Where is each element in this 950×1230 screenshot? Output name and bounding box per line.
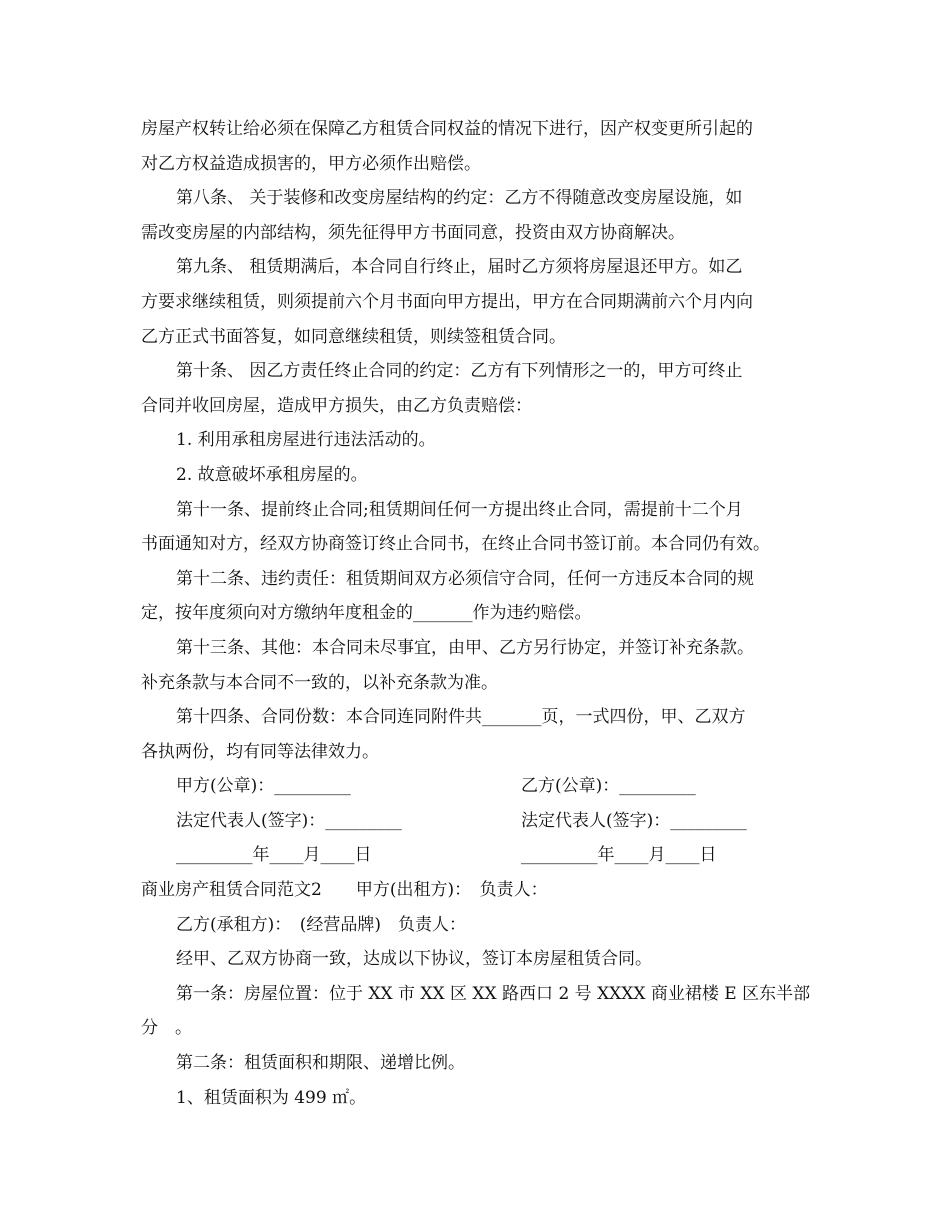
party-a-seal: 甲方(公章)：_________ xyxy=(176,776,351,797)
second-contract-heading: 商业房产租赁合同范文2 甲方(出租方)： 负责人： xyxy=(141,880,548,901)
article-9-line: 第九条、 租赁期满后，本合同自行终止，届时乙方须将房屋退还甲方。如乙 xyxy=(176,257,743,278)
paragraph-line: 对乙方权益造成损害的，甲方必须作出赔偿。 xyxy=(141,153,481,174)
paragraph-line: 书面通知对方，经双方协商签订终止合同书，在终止合同书签订前。本合同仍有效。 xyxy=(141,534,770,555)
article-10-line: 第十条、 因乙方责任终止合同的约定：乙方有下列情形之一的，甲方可终止 xyxy=(176,361,743,382)
signature-row-seal xyxy=(141,769,813,804)
party-a-date: _________年____月____日 xyxy=(176,845,372,866)
paragraph-line: 分 。 xyxy=(141,1018,192,1039)
paragraph-line: 房屋产权转让给必须在保障乙方租赁合同权益的情况下进行，因产权变更所引起的 xyxy=(141,119,753,139)
article-2-line: 第二条：租赁面积和期限、递增比例。 xyxy=(176,1053,465,1074)
paragraph-line: 方要求继续租赁，则须提前六个月书面向甲方提出，甲方在合同期满前六个月内向 xyxy=(141,291,753,312)
signature-row-representative xyxy=(141,804,813,839)
paragraph-line: 合同并收回房屋，造成甲方损失，由乙方负责赔偿： xyxy=(141,395,532,416)
article-1-line: 第一条：房屋位置：位于 XX 市 XX 区 XX 路西口 2 号 XXXX 商业裙楼 E 区东半部 xyxy=(176,983,811,1004)
list-item-1: 1. 利用承租房屋进行违法活动的。 xyxy=(176,430,436,451)
paragraph-line: 乙方正式书面答复，如同意继续租赁，则续签租赁合同。 xyxy=(141,326,566,347)
list-item-2: 2. 故意破坏承租房屋的。 xyxy=(176,464,368,485)
article-8-line: 第八条、 关于装修和改变房屋结构的约定：乙方不得随意改变房屋设施，如 xyxy=(176,188,743,209)
area-line: 1、租赁面积为 499 ㎡。 xyxy=(176,1087,367,1108)
article-12-line: 第十二条、违约责任：租赁期间双方必须信守合同，任何一方违反本合同的规 xyxy=(176,568,754,589)
paragraph-line: 补充条款与本合同不一致的，以补充条款为准。 xyxy=(141,672,498,693)
article-14-line: 第十四条、合同份数：本合同连同附件共_______页，一式四份，甲、乙双方 xyxy=(176,707,746,728)
party-a-representative: 法定代表人(签字)：_________ xyxy=(176,810,402,831)
paragraph-line: 定，按年度须向对方缴纳年度租金的_______作为违约赔偿。 xyxy=(141,603,592,624)
article-13-line: 第十三条、其他：本合同未尽事宜，由甲、乙方另行协定，并签订补充条款。 xyxy=(176,637,754,658)
party-b-date: _________年____月____日 xyxy=(521,845,717,866)
paragraph-line: 各执两份，均有同等法律效力。 xyxy=(141,741,379,762)
party-b-seal: 乙方(公章)：_________ xyxy=(521,776,696,797)
article-11-line: 第十一条、提前终止合同;租赁期间任何一方提出终止合同，需提前十二个月 xyxy=(176,499,743,520)
agreement-line: 经甲、乙双方协商一致，达成以下协议，签订本房屋租赁合同。 xyxy=(176,949,652,970)
signature-row-date xyxy=(141,838,813,873)
lessee-line: 乙方(承租方)： (经营品牌) 负责人： xyxy=(176,914,467,935)
document-body xyxy=(141,112,813,1115)
party-b-representative: 法定代表人(签字)：_________ xyxy=(521,810,747,831)
paragraph-line: 需改变房屋的内部结构，须先征得甲方书面同意，投资由双方协商解决。 xyxy=(141,222,685,243)
